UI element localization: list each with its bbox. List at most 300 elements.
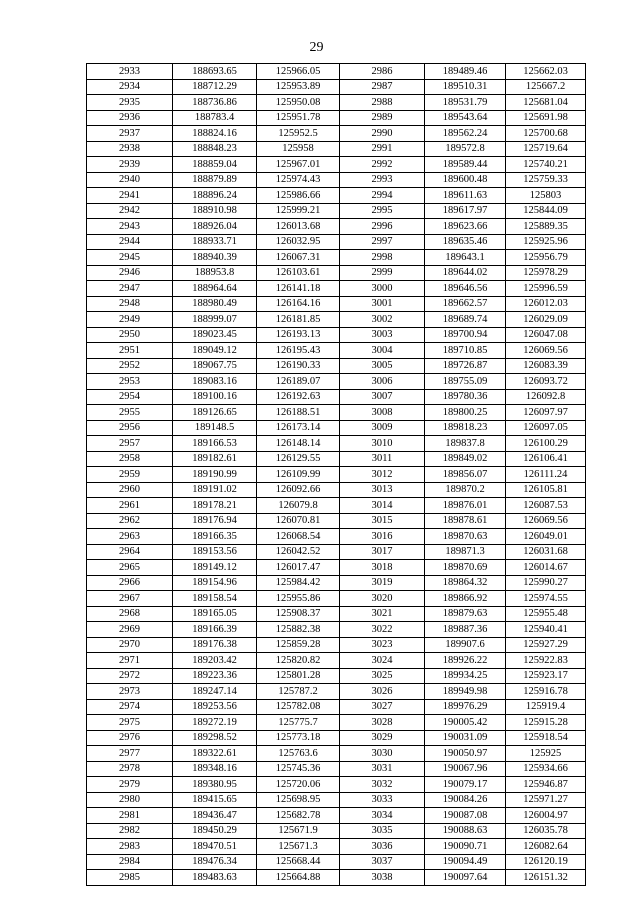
cell-point-number-left: 2969 xyxy=(87,622,173,638)
cell-x-coordinate-left: 189158.54 xyxy=(173,591,257,607)
table-row xyxy=(87,234,586,250)
cell-point-number-left: 2952 xyxy=(87,358,173,374)
coordinates-table xyxy=(86,63,586,886)
cell-y-coordinate-right: 126111.24 xyxy=(506,467,586,483)
cell-x-coordinate-left: 188999.07 xyxy=(173,312,257,328)
cell-point-number-left: 2970 xyxy=(87,637,173,653)
cell-point-number-left: 2956 xyxy=(87,420,173,436)
cell-point-number-left: 2960 xyxy=(87,482,173,498)
table-row xyxy=(87,219,586,235)
cell-x-coordinate-left: 188933.71 xyxy=(173,234,257,250)
cell-x-coordinate-left: 189272.19 xyxy=(173,715,257,731)
cell-point-number-left: 2944 xyxy=(87,234,173,250)
cell-y-coordinate-right: 125918.54 xyxy=(506,730,586,746)
cell-x-coordinate-right: 189600.48 xyxy=(425,172,506,188)
cell-y-coordinate-right: 125759.33 xyxy=(506,172,586,188)
cell-point-number-left: 2977 xyxy=(87,746,173,762)
cell-point-number-right: 3026 xyxy=(340,684,425,700)
cell-point-number-right: 3037 xyxy=(340,854,425,870)
cell-point-number-right: 3010 xyxy=(340,436,425,452)
cell-y-coordinate-right: 126100.29 xyxy=(506,436,586,452)
cell-point-number-left: 2962 xyxy=(87,513,173,529)
cell-y-coordinate-left: 125967.01 xyxy=(257,157,340,173)
cell-point-number-left: 2936 xyxy=(87,110,173,126)
table-row xyxy=(87,839,586,855)
cell-x-coordinate-left: 188879.89 xyxy=(173,172,257,188)
cell-x-coordinate-left: 189083.16 xyxy=(173,374,257,390)
table-row xyxy=(87,591,586,607)
cell-y-coordinate-right: 125916.78 xyxy=(506,684,586,700)
table-row xyxy=(87,529,586,545)
cell-point-number-left: 2971 xyxy=(87,653,173,669)
cell-x-coordinate-left: 189166.53 xyxy=(173,436,257,452)
cell-x-coordinate-right: 189837.8 xyxy=(425,436,506,452)
cell-x-coordinate-right: 189878.61 xyxy=(425,513,506,529)
cell-point-number-right: 2988 xyxy=(340,95,425,111)
cell-x-coordinate-right: 189562.24 xyxy=(425,126,506,142)
cell-point-number-left: 2945 xyxy=(87,250,173,266)
cell-point-number-right: 3007 xyxy=(340,389,425,405)
cell-x-coordinate-right: 190090.71 xyxy=(425,839,506,855)
table-row xyxy=(87,420,586,436)
cell-x-coordinate-right: 189864.32 xyxy=(425,575,506,591)
cell-y-coordinate-right: 125740.21 xyxy=(506,157,586,173)
cell-point-number-right: 3016 xyxy=(340,529,425,545)
cell-point-number-left: 2949 xyxy=(87,312,173,328)
table-row xyxy=(87,343,586,359)
cell-y-coordinate-left: 125966.05 xyxy=(257,64,340,80)
cell-x-coordinate-right: 189755.09 xyxy=(425,374,506,390)
cell-y-coordinate-right: 125990.27 xyxy=(506,575,586,591)
cell-y-coordinate-right: 125844.09 xyxy=(506,203,586,219)
cell-y-coordinate-left: 126192.63 xyxy=(257,389,340,405)
cell-x-coordinate-right: 189907.6 xyxy=(425,637,506,653)
cell-point-number-left: 2978 xyxy=(87,761,173,777)
cell-point-number-left: 2973 xyxy=(87,684,173,700)
cell-x-coordinate-left: 188980.49 xyxy=(173,296,257,312)
cell-x-coordinate-right: 190087.08 xyxy=(425,808,506,824)
table-row xyxy=(87,265,586,281)
cell-y-coordinate-left: 125882.38 xyxy=(257,622,340,638)
cell-point-number-left: 2964 xyxy=(87,544,173,560)
cell-point-number-left: 2935 xyxy=(87,95,173,111)
cell-y-coordinate-left: 125671.3 xyxy=(257,839,340,855)
cell-point-number-left: 2940 xyxy=(87,172,173,188)
cell-y-coordinate-right: 125956.79 xyxy=(506,250,586,266)
table-row xyxy=(87,157,586,173)
cell-point-number-left: 2979 xyxy=(87,777,173,793)
cell-y-coordinate-right: 125700.68 xyxy=(506,126,586,142)
cell-point-number-right: 3029 xyxy=(340,730,425,746)
cell-y-coordinate-left: 126092.66 xyxy=(257,482,340,498)
cell-y-coordinate-left: 125958 xyxy=(257,141,340,157)
table-row xyxy=(87,358,586,374)
cell-y-coordinate-left: 125974.43 xyxy=(257,172,340,188)
cell-y-coordinate-left: 126079.8 xyxy=(257,498,340,514)
cell-point-number-right: 3032 xyxy=(340,777,425,793)
cell-y-coordinate-left: 126032.95 xyxy=(257,234,340,250)
cell-y-coordinate-right: 126087.53 xyxy=(506,498,586,514)
cell-x-coordinate-right: 189643.1 xyxy=(425,250,506,266)
cell-point-number-left: 2955 xyxy=(87,405,173,421)
cell-point-number-right: 3028 xyxy=(340,715,425,731)
table-row xyxy=(87,95,586,111)
cell-point-number-left: 2934 xyxy=(87,79,173,95)
cell-y-coordinate-left: 126109.99 xyxy=(257,467,340,483)
cell-x-coordinate-left: 189253.56 xyxy=(173,699,257,715)
cell-y-coordinate-right: 125803 xyxy=(506,188,586,204)
cell-point-number-left: 2961 xyxy=(87,498,173,514)
cell-x-coordinate-left: 189126.65 xyxy=(173,405,257,421)
cell-y-coordinate-right: 125925.96 xyxy=(506,234,586,250)
cell-y-coordinate-right: 125971.27 xyxy=(506,792,586,808)
cell-point-number-left: 2967 xyxy=(87,591,173,607)
cell-y-coordinate-left: 126042.52 xyxy=(257,544,340,560)
cell-x-coordinate-left: 189067.75 xyxy=(173,358,257,374)
cell-point-number-left: 2984 xyxy=(87,854,173,870)
cell-y-coordinate-left: 125775.7 xyxy=(257,715,340,731)
cell-x-coordinate-right: 189510.31 xyxy=(425,79,506,95)
table-row xyxy=(87,467,586,483)
cell-y-coordinate-right: 125915.28 xyxy=(506,715,586,731)
cell-x-coordinate-left: 189049.12 xyxy=(173,343,257,359)
cell-point-number-left: 2933 xyxy=(87,64,173,80)
cell-y-coordinate-right: 126031.68 xyxy=(506,544,586,560)
table-row xyxy=(87,606,586,622)
cell-y-coordinate-left: 125745.36 xyxy=(257,761,340,777)
cell-y-coordinate-right: 125955.48 xyxy=(506,606,586,622)
cell-point-number-right: 3009 xyxy=(340,420,425,436)
cell-y-coordinate-right: 126069.56 xyxy=(506,343,586,359)
cell-point-number-right: 3017 xyxy=(340,544,425,560)
cell-x-coordinate-right: 189866.92 xyxy=(425,591,506,607)
cell-point-number-left: 2943 xyxy=(87,219,173,235)
table-row xyxy=(87,668,586,684)
cell-point-number-right: 3004 xyxy=(340,343,425,359)
cell-point-number-left: 2958 xyxy=(87,451,173,467)
cell-x-coordinate-right: 189726.87 xyxy=(425,358,506,374)
cell-x-coordinate-right: 190084.26 xyxy=(425,792,506,808)
cell-x-coordinate-left: 189100.16 xyxy=(173,389,257,405)
cell-y-coordinate-left: 125773.18 xyxy=(257,730,340,746)
cell-x-coordinate-right: 190088.63 xyxy=(425,823,506,839)
cell-point-number-right: 3006 xyxy=(340,374,425,390)
cell-point-number-right: 2987 xyxy=(340,79,425,95)
cell-y-coordinate-left: 125668.44 xyxy=(257,854,340,870)
cell-x-coordinate-left: 189149.12 xyxy=(173,560,257,576)
coordinates-table-body xyxy=(87,64,586,886)
cell-x-coordinate-right: 190031.09 xyxy=(425,730,506,746)
cell-y-coordinate-right: 125996.59 xyxy=(506,281,586,297)
cell-y-coordinate-left: 126164.16 xyxy=(257,296,340,312)
cell-point-number-left: 2983 xyxy=(87,839,173,855)
cell-y-coordinate-left: 126068.54 xyxy=(257,529,340,545)
table-row xyxy=(87,312,586,328)
table-row xyxy=(87,374,586,390)
cell-x-coordinate-left: 188783.4 xyxy=(173,110,257,126)
cell-point-number-right: 3031 xyxy=(340,761,425,777)
cell-point-number-right: 3038 xyxy=(340,870,425,886)
cell-x-coordinate-right: 189617.97 xyxy=(425,203,506,219)
cell-x-coordinate-left: 188693.65 xyxy=(173,64,257,80)
cell-x-coordinate-left: 188824.16 xyxy=(173,126,257,142)
cell-x-coordinate-right: 189572.8 xyxy=(425,141,506,157)
cell-y-coordinate-left: 126017.47 xyxy=(257,560,340,576)
cell-y-coordinate-left: 125953.89 xyxy=(257,79,340,95)
table-row xyxy=(87,172,586,188)
cell-x-coordinate-left: 188712.29 xyxy=(173,79,257,95)
cell-y-coordinate-right: 125974.55 xyxy=(506,591,586,607)
cell-y-coordinate-left: 126070.81 xyxy=(257,513,340,529)
cell-point-number-left: 2968 xyxy=(87,606,173,622)
cell-x-coordinate-left: 189178.21 xyxy=(173,498,257,514)
cell-point-number-right: 2998 xyxy=(340,250,425,266)
table-row xyxy=(87,560,586,576)
table-row xyxy=(87,653,586,669)
cell-y-coordinate-right: 126092.8 xyxy=(506,389,586,405)
table-row xyxy=(87,715,586,731)
cell-y-coordinate-left: 126195.43 xyxy=(257,343,340,359)
cell-x-coordinate-right: 189926.22 xyxy=(425,653,506,669)
cell-y-coordinate-right: 125889.35 xyxy=(506,219,586,235)
cell-x-coordinate-left: 189450.29 xyxy=(173,823,257,839)
table-row xyxy=(87,854,586,870)
table-row xyxy=(87,203,586,219)
cell-y-coordinate-right: 126082.64 xyxy=(506,839,586,855)
cell-x-coordinate-right: 190050.97 xyxy=(425,746,506,762)
cell-x-coordinate-right: 189531.79 xyxy=(425,95,506,111)
cell-y-coordinate-right: 126069.56 xyxy=(506,513,586,529)
cell-x-coordinate-right: 190097.64 xyxy=(425,870,506,886)
table-row xyxy=(87,746,586,762)
cell-point-number-left: 2985 xyxy=(87,870,173,886)
table-row xyxy=(87,482,586,498)
cell-x-coordinate-left: 189470.51 xyxy=(173,839,257,855)
cell-x-coordinate-right: 189856.07 xyxy=(425,467,506,483)
cell-point-number-left: 2976 xyxy=(87,730,173,746)
cell-point-number-right: 3034 xyxy=(340,808,425,824)
cell-x-coordinate-left: 189166.39 xyxy=(173,622,257,638)
cell-point-number-right: 3005 xyxy=(340,358,425,374)
cell-y-coordinate-left: 125951.78 xyxy=(257,110,340,126)
cell-y-coordinate-left: 125664.88 xyxy=(257,870,340,886)
cell-point-number-left: 2941 xyxy=(87,188,173,204)
cell-point-number-left: 2951 xyxy=(87,343,173,359)
cell-y-coordinate-right: 125927.29 xyxy=(506,637,586,653)
table-row xyxy=(87,637,586,653)
cell-x-coordinate-right: 189780.36 xyxy=(425,389,506,405)
cell-y-coordinate-left: 126173.14 xyxy=(257,420,340,436)
cell-point-number-left: 2957 xyxy=(87,436,173,452)
cell-x-coordinate-right: 189700.94 xyxy=(425,327,506,343)
cell-y-coordinate-left: 125984.42 xyxy=(257,575,340,591)
cell-y-coordinate-right: 126097.05 xyxy=(506,420,586,436)
cell-point-number-left: 2965 xyxy=(87,560,173,576)
cell-y-coordinate-left: 125986.66 xyxy=(257,188,340,204)
cell-point-number-right: 2994 xyxy=(340,188,425,204)
cell-y-coordinate-right: 126004.97 xyxy=(506,808,586,824)
cell-y-coordinate-right: 126120.19 xyxy=(506,854,586,870)
cell-y-coordinate-right: 125978.29 xyxy=(506,265,586,281)
cell-point-number-left: 2974 xyxy=(87,699,173,715)
table-row xyxy=(87,699,586,715)
cell-y-coordinate-right: 125681.04 xyxy=(506,95,586,111)
cell-x-coordinate-left: 189380.95 xyxy=(173,777,257,793)
cell-point-number-right: 3008 xyxy=(340,405,425,421)
cell-point-number-left: 2938 xyxy=(87,141,173,157)
cell-y-coordinate-right: 125923.17 xyxy=(506,668,586,684)
cell-point-number-right: 3020 xyxy=(340,591,425,607)
table-row xyxy=(87,451,586,467)
cell-point-number-right: 2992 xyxy=(340,157,425,173)
cell-y-coordinate-left: 125952.5 xyxy=(257,126,340,142)
cell-point-number-right: 2993 xyxy=(340,172,425,188)
cell-x-coordinate-left: 189348.16 xyxy=(173,761,257,777)
cell-point-number-left: 2937 xyxy=(87,126,173,142)
cell-x-coordinate-right: 189887.36 xyxy=(425,622,506,638)
cell-y-coordinate-right: 126049.01 xyxy=(506,529,586,545)
cell-y-coordinate-left: 125955.86 xyxy=(257,591,340,607)
cell-y-coordinate-right: 126106.41 xyxy=(506,451,586,467)
cell-y-coordinate-left: 125720.06 xyxy=(257,777,340,793)
table-row xyxy=(87,126,586,142)
cell-point-number-right: 2990 xyxy=(340,126,425,142)
cell-y-coordinate-right: 126093.72 xyxy=(506,374,586,390)
cell-point-number-left: 2947 xyxy=(87,281,173,297)
cell-x-coordinate-left: 188940.39 xyxy=(173,250,257,266)
cell-x-coordinate-left: 189436.47 xyxy=(173,808,257,824)
cell-x-coordinate-right: 189876.01 xyxy=(425,498,506,514)
cell-y-coordinate-right: 126105.81 xyxy=(506,482,586,498)
cell-y-coordinate-left: 126193.13 xyxy=(257,327,340,343)
page-number: 29 xyxy=(309,40,324,55)
cell-point-number-right: 2997 xyxy=(340,234,425,250)
table-row xyxy=(87,792,586,808)
cell-y-coordinate-right: 126014.67 xyxy=(506,560,586,576)
cell-y-coordinate-left: 125820.82 xyxy=(257,653,340,669)
cell-point-number-right: 3001 xyxy=(340,296,425,312)
cell-x-coordinate-left: 189165.05 xyxy=(173,606,257,622)
cell-y-coordinate-right: 125934.66 xyxy=(506,761,586,777)
cell-x-coordinate-right: 190079.17 xyxy=(425,777,506,793)
cell-x-coordinate-right: 189662.57 xyxy=(425,296,506,312)
cell-y-coordinate-right: 125667.2 xyxy=(506,79,586,95)
cell-y-coordinate-left: 126148.14 xyxy=(257,436,340,452)
cell-x-coordinate-left: 188896.24 xyxy=(173,188,257,204)
table-row xyxy=(87,296,586,312)
cell-x-coordinate-right: 189949.98 xyxy=(425,684,506,700)
cell-y-coordinate-left: 125950.08 xyxy=(257,95,340,111)
cell-point-number-right: 3033 xyxy=(340,792,425,808)
cell-point-number-right: 3036 xyxy=(340,839,425,855)
cell-point-number-right: 3013 xyxy=(340,482,425,498)
cell-point-number-right: 3027 xyxy=(340,699,425,715)
cell-point-number-right: 3022 xyxy=(340,622,425,638)
cell-point-number-right: 2999 xyxy=(340,265,425,281)
cell-x-coordinate-left: 188964.64 xyxy=(173,281,257,297)
cell-y-coordinate-right: 125919.4 xyxy=(506,699,586,715)
cell-x-coordinate-right: 189543.64 xyxy=(425,110,506,126)
cell-y-coordinate-right: 125691.98 xyxy=(506,110,586,126)
cell-x-coordinate-right: 189976.29 xyxy=(425,699,506,715)
cell-point-number-right: 2996 xyxy=(340,219,425,235)
cell-point-number-left: 2982 xyxy=(87,823,173,839)
cell-y-coordinate-right: 125922.83 xyxy=(506,653,586,669)
cell-y-coordinate-left: 126103.61 xyxy=(257,265,340,281)
cell-point-number-right: 3012 xyxy=(340,467,425,483)
cell-y-coordinate-left: 125782.08 xyxy=(257,699,340,715)
cell-point-number-right: 2991 xyxy=(340,141,425,157)
cell-y-coordinate-left: 125698.95 xyxy=(257,792,340,808)
table-row xyxy=(87,405,586,421)
cell-x-coordinate-left: 189191.02 xyxy=(173,482,257,498)
cell-point-number-right: 3030 xyxy=(340,746,425,762)
cell-x-coordinate-left: 189176.94 xyxy=(173,513,257,529)
table-row xyxy=(87,79,586,95)
cell-point-number-right: 3011 xyxy=(340,451,425,467)
cell-x-coordinate-right: 189800.25 xyxy=(425,405,506,421)
table-row xyxy=(87,327,586,343)
cell-y-coordinate-right: 126029.09 xyxy=(506,312,586,328)
cell-point-number-left: 2972 xyxy=(87,668,173,684)
cell-x-coordinate-left: 189182.61 xyxy=(173,451,257,467)
cell-point-number-left: 2963 xyxy=(87,529,173,545)
cell-x-coordinate-right: 189870.2 xyxy=(425,482,506,498)
cell-point-number-right: 3024 xyxy=(340,653,425,669)
cell-x-coordinate-left: 189415.65 xyxy=(173,792,257,808)
cell-y-coordinate-left: 126189.07 xyxy=(257,374,340,390)
cell-y-coordinate-left: 125671.9 xyxy=(257,823,340,839)
cell-y-coordinate-right: 126047.08 xyxy=(506,327,586,343)
cell-x-coordinate-left: 189476.34 xyxy=(173,854,257,870)
cell-point-number-left: 2948 xyxy=(87,296,173,312)
cell-x-coordinate-left: 189166.35 xyxy=(173,529,257,545)
cell-x-coordinate-left: 188910.98 xyxy=(173,203,257,219)
cell-x-coordinate-right: 189646.56 xyxy=(425,281,506,297)
cell-y-coordinate-left: 126188.51 xyxy=(257,405,340,421)
cell-x-coordinate-left: 189298.52 xyxy=(173,730,257,746)
table-row xyxy=(87,436,586,452)
cell-y-coordinate-right: 125925 xyxy=(506,746,586,762)
cell-y-coordinate-left: 125859.28 xyxy=(257,637,340,653)
cell-x-coordinate-right: 189870.69 xyxy=(425,560,506,576)
cell-y-coordinate-left: 125801.28 xyxy=(257,668,340,684)
table-row xyxy=(87,281,586,297)
cell-x-coordinate-left: 189176.38 xyxy=(173,637,257,653)
cell-x-coordinate-left: 188953.8 xyxy=(173,265,257,281)
cell-point-number-right: 3018 xyxy=(340,560,425,576)
cell-point-number-right: 3014 xyxy=(340,498,425,514)
cell-y-coordinate-left: 125999.21 xyxy=(257,203,340,219)
cell-point-number-right: 3015 xyxy=(340,513,425,529)
table-row xyxy=(87,64,586,80)
cell-point-number-right: 2986 xyxy=(340,64,425,80)
cell-y-coordinate-left: 125763.6 xyxy=(257,746,340,762)
cell-x-coordinate-left: 189223.36 xyxy=(173,668,257,684)
cell-point-number-right: 3021 xyxy=(340,606,425,622)
cell-y-coordinate-left: 126129.55 xyxy=(257,451,340,467)
cell-y-coordinate-left: 126067.31 xyxy=(257,250,340,266)
cell-x-coordinate-left: 189322.61 xyxy=(173,746,257,762)
cell-y-coordinate-left: 126141.18 xyxy=(257,281,340,297)
cell-point-number-right: 3023 xyxy=(340,637,425,653)
table-row xyxy=(87,575,586,591)
cell-point-number-right: 3000 xyxy=(340,281,425,297)
cell-point-number-right: 2995 xyxy=(340,203,425,219)
table-row xyxy=(87,141,586,157)
cell-x-coordinate-left: 189153.56 xyxy=(173,544,257,560)
table-row xyxy=(87,110,586,126)
